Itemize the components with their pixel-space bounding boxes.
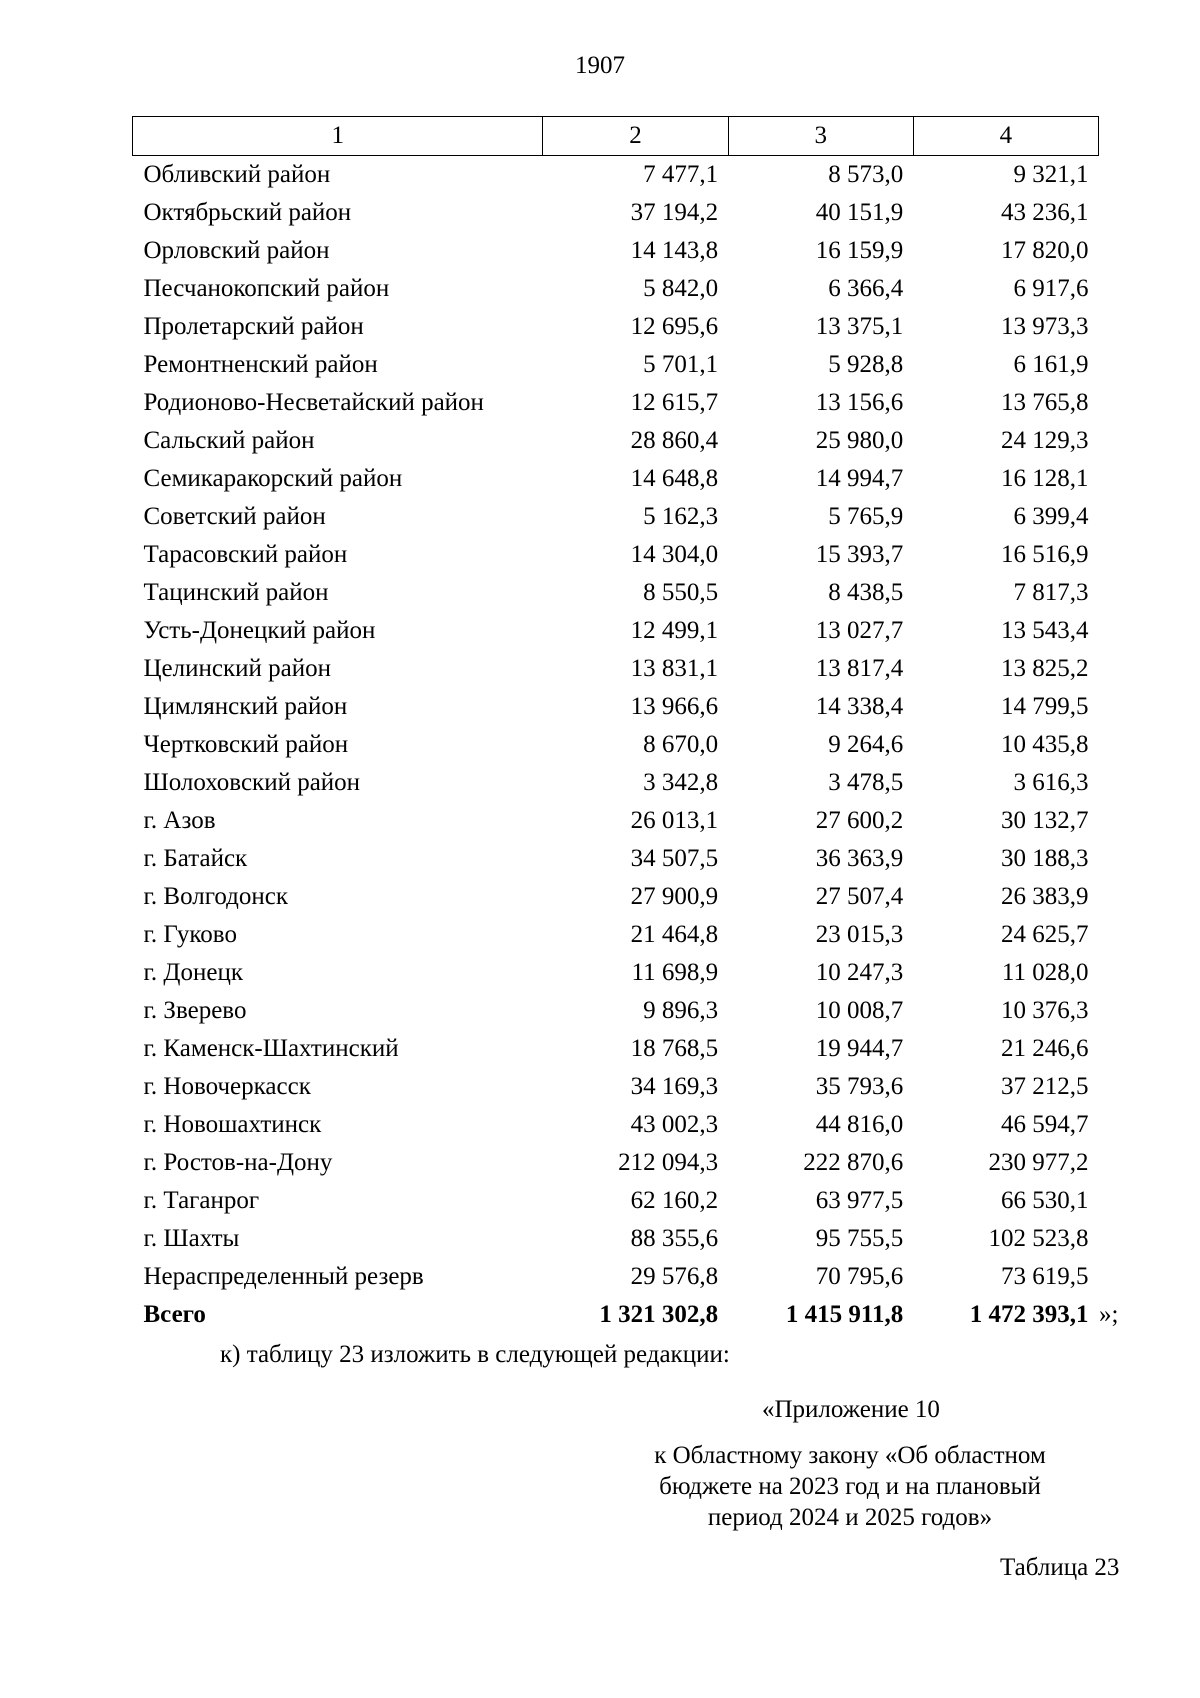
amount-cell: 5 162,3 — [643, 503, 719, 530]
appendix-line: к Областному закону «Об областном — [654, 1442, 1046, 1469]
page-number: 1907 — [575, 52, 625, 79]
amount-cell: 43 002,3 — [630, 1111, 719, 1138]
amount-cell: 7 477,1 — [643, 161, 719, 188]
territory-name: г. Шахты — [143, 1225, 240, 1252]
amount-cell: 10 247,3 — [815, 959, 904, 986]
amount-cell: 34 507,5 — [630, 845, 719, 872]
table-row — [133, 992, 1099, 1030]
amount-cell: 5 842,0 — [643, 275, 719, 302]
amount-cell: 13 817,4 — [815, 655, 904, 682]
amount-cell: 24 129,3 — [1001, 427, 1089, 454]
amount-cell: 3 342,8 — [643, 769, 719, 796]
table-row — [133, 536, 1099, 574]
table-row — [133, 802, 1099, 840]
amount-cell: 212 094,3 — [618, 1149, 719, 1176]
amount-cell: 27 600,2 — [815, 807, 904, 834]
appendix-line: бюджете на 2023 год и на плановый — [659, 1473, 1041, 1500]
amount-cell: 34 169,3 — [630, 1073, 719, 1100]
territory-name: Пролетарский район — [143, 313, 364, 340]
amount-cell: 25 980,0 — [815, 427, 904, 454]
amount-cell: 222 870,6 — [803, 1149, 904, 1176]
territory-name: Обливский район — [143, 161, 331, 188]
territory-name: г. Таганрог — [143, 1187, 260, 1214]
amount-cell: 13 825,2 — [1001, 655, 1089, 682]
amount-cell: 9 896,3 — [643, 997, 719, 1024]
territory-name: Чертковский район — [143, 731, 349, 758]
amount-cell: 16 516,9 — [1001, 541, 1089, 568]
total-value: 1 321 302,8 — [599, 1301, 719, 1328]
table-row — [133, 840, 1099, 878]
territory-name: Усть-Донецкий район — [143, 617, 376, 644]
closing-quote: »; — [1099, 1301, 1119, 1328]
appendix-description — [600, 1440, 1100, 1533]
table-row — [133, 574, 1099, 612]
amount-cell: 5 701,1 — [643, 351, 719, 378]
territory-name: Шолоховский район — [143, 769, 361, 796]
amount-cell: 16 159,9 — [815, 237, 904, 264]
amount-cell: 10 008,7 — [815, 997, 904, 1024]
amount-cell: 46 594,7 — [1001, 1111, 1089, 1138]
amount-cell: 24 625,7 — [1001, 921, 1089, 948]
amount-cell: 44 816,0 — [815, 1111, 904, 1138]
table-label: Таблица 23 — [1000, 1554, 1120, 1581]
table-row — [133, 270, 1099, 308]
amount-cell: 14 994,7 — [815, 465, 904, 492]
table-row — [133, 954, 1099, 992]
instruction-text: к) таблицу 23 изложить в следующей редакции: — [220, 1341, 730, 1368]
amount-cell: 13 973,3 — [1001, 313, 1089, 340]
table-row — [133, 612, 1099, 650]
amount-cell: 13 156,6 — [815, 389, 904, 416]
total-value: 1 415 911,8 — [785, 1301, 904, 1328]
territory-name: Орловский район — [143, 237, 330, 264]
amount-cell: 12 695,6 — [630, 313, 719, 340]
amount-cell: 23 015,3 — [815, 921, 904, 948]
amount-cell: 63 977,5 — [815, 1187, 904, 1214]
amount-cell: 8 670,0 — [643, 731, 719, 758]
table-row — [133, 916, 1099, 954]
table-row — [133, 878, 1099, 916]
amount-cell: 30 188,3 — [1001, 845, 1089, 872]
amount-cell: 62 160,2 — [630, 1187, 719, 1214]
amount-cell: 14 799,5 — [1001, 693, 1089, 720]
total-value: 1 472 393,1 — [969, 1301, 1089, 1328]
amount-cell: 26 013,1 — [630, 807, 719, 834]
territory-name: Целинский район — [143, 655, 331, 682]
amount-cell: 8 438,5 — [828, 579, 904, 606]
table-row — [133, 384, 1099, 422]
territory-name: г. Ростов-на-Дону — [143, 1149, 333, 1176]
amount-cell: 6 399,4 — [1013, 503, 1089, 530]
amount-cell: 27 900,9 — [630, 883, 719, 910]
amount-cell: 8 550,5 — [643, 579, 719, 606]
appendix-title: «Приложение 10 — [762, 1396, 940, 1423]
appendix-line: период 2024 и 2025 годов» — [707, 1504, 993, 1531]
territory-name: Нераспределенный резерв — [143, 1263, 424, 1290]
amount-cell: 70 795,6 — [815, 1263, 904, 1290]
amount-cell: 12 615,7 — [630, 389, 719, 416]
amount-cell: 21 464,8 — [630, 921, 719, 948]
amount-cell: 14 304,0 — [630, 541, 719, 568]
territory-name: Сальский район — [143, 427, 315, 454]
table-row — [133, 308, 1099, 346]
amount-cell: 11 698,9 — [631, 959, 719, 986]
territory-name: Семикаракорский район — [143, 465, 403, 492]
amount-cell: 13 027,7 — [815, 617, 904, 644]
amount-cell: 230 977,2 — [988, 1149, 1089, 1176]
amount-cell: 11 028,0 — [1001, 959, 1089, 986]
amount-cell: 30 132,7 — [1001, 807, 1089, 834]
amount-cell: 15 393,7 — [815, 541, 904, 568]
amount-cell: 21 246,6 — [1001, 1035, 1089, 1062]
territory-name: Ремонтненский район — [143, 351, 378, 378]
amount-cell: 10 435,8 — [1001, 731, 1089, 758]
territory-name: Песчанокопский район — [143, 275, 390, 302]
table-row — [133, 232, 1099, 270]
amount-cell: 73 619,5 — [1001, 1263, 1089, 1290]
amount-cell: 14 338,4 — [815, 693, 904, 720]
total-row — [133, 1296, 1099, 1334]
amount-cell: 16 128,1 — [1001, 465, 1089, 492]
amount-cell: 13 831,1 — [630, 655, 719, 682]
amount-cell: 14 648,8 — [630, 465, 719, 492]
amount-cell: 36 363,9 — [815, 845, 904, 872]
amount-cell: 35 793,6 — [815, 1073, 904, 1100]
territory-name: г. Каменск-Шахтинский — [143, 1035, 399, 1062]
amount-cell: 66 530,1 — [1001, 1187, 1089, 1214]
territory-name: г. Зверево — [143, 997, 247, 1024]
table-row — [133, 688, 1099, 726]
territory-name: г. Гуково — [143, 921, 237, 948]
table-row — [133, 1106, 1099, 1144]
column-header: 4 — [913, 117, 1098, 156]
territory-name: г. Донецк — [143, 959, 243, 986]
amount-cell: 37 194,2 — [630, 199, 719, 226]
amount-cell: 10 376,3 — [1001, 997, 1089, 1024]
table-row — [133, 498, 1099, 536]
column-header: 3 — [728, 117, 913, 156]
budget-table — [132, 116, 1099, 1334]
amount-cell: 13 543,4 — [1001, 617, 1089, 644]
table-header-row — [133, 117, 1099, 156]
territory-name: Родионово-Несветайский район — [143, 389, 484, 416]
territory-name: г. Азов — [143, 807, 216, 834]
table-row — [133, 156, 1099, 195]
amount-cell: 18 768,5 — [630, 1035, 719, 1062]
amount-cell: 29 576,8 — [630, 1263, 719, 1290]
territory-name: Тацинский район — [143, 579, 329, 606]
table-row — [133, 764, 1099, 802]
amount-cell: 40 151,9 — [815, 199, 904, 226]
amount-cell: 6 917,6 — [1013, 275, 1089, 302]
column-header: 1 — [133, 117, 543, 156]
table-row — [133, 1182, 1099, 1220]
territory-name: Советский район — [143, 503, 326, 530]
territory-name: Октябрьский район — [143, 199, 352, 226]
amount-cell: 27 507,4 — [815, 883, 904, 910]
amount-cell: 88 355,6 — [630, 1225, 719, 1252]
amount-cell: 12 499,1 — [630, 617, 719, 644]
table-body — [133, 156, 1099, 1335]
amount-cell: 28 860,4 — [630, 427, 719, 454]
amount-cell: 14 143,8 — [630, 237, 719, 264]
table-row — [133, 1030, 1099, 1068]
table-row — [133, 346, 1099, 384]
table-row — [133, 726, 1099, 764]
amount-cell: 6 161,9 — [1013, 351, 1089, 378]
amount-cell: 37 212,5 — [1001, 1073, 1089, 1100]
amount-cell: 19 944,7 — [815, 1035, 904, 1062]
amount-cell: 5 765,9 — [828, 503, 904, 530]
amount-cell: 13 966,6 — [630, 693, 719, 720]
table-row — [133, 1068, 1099, 1106]
amount-cell: 102 523,8 — [988, 1225, 1089, 1252]
table-row — [133, 1258, 1099, 1296]
amount-cell: 5 928,8 — [828, 351, 904, 378]
amount-cell: 17 820,0 — [1001, 237, 1089, 264]
amount-cell: 26 383,9 — [1001, 883, 1089, 910]
table-row — [133, 460, 1099, 498]
amount-cell: 8 573,0 — [828, 161, 904, 188]
table-row — [133, 1144, 1099, 1182]
amount-cell: 6 366,4 — [828, 275, 904, 302]
amount-cell: 7 817,3 — [1013, 579, 1089, 606]
amount-cell: 3 478,5 — [828, 769, 904, 796]
table-row — [133, 194, 1099, 232]
amount-cell: 9 264,6 — [828, 731, 904, 758]
table-row — [133, 422, 1099, 460]
amount-cell: 43 236,1 — [1001, 199, 1089, 226]
territory-name: Тарасовский район — [143, 541, 348, 568]
table-row — [133, 650, 1099, 688]
total-label: Всего — [143, 1301, 206, 1328]
territory-name: г. Батайск — [143, 845, 248, 872]
amount-cell: 9 321,1 — [1013, 161, 1089, 188]
column-header: 2 — [543, 117, 728, 156]
table-row — [133, 1220, 1099, 1258]
amount-cell: 3 616,3 — [1013, 769, 1089, 796]
territory-name: г. Новошахтинск — [143, 1111, 322, 1138]
amount-cell: 95 755,5 — [815, 1225, 904, 1252]
amount-cell: 13 375,1 — [815, 313, 904, 340]
amount-cell: 13 765,8 — [1001, 389, 1089, 416]
territory-name: г. Волгодонск — [143, 883, 289, 910]
territory-name: Цимлянский район — [143, 693, 348, 720]
territory-name: г. Новочеркасск — [143, 1073, 311, 1100]
